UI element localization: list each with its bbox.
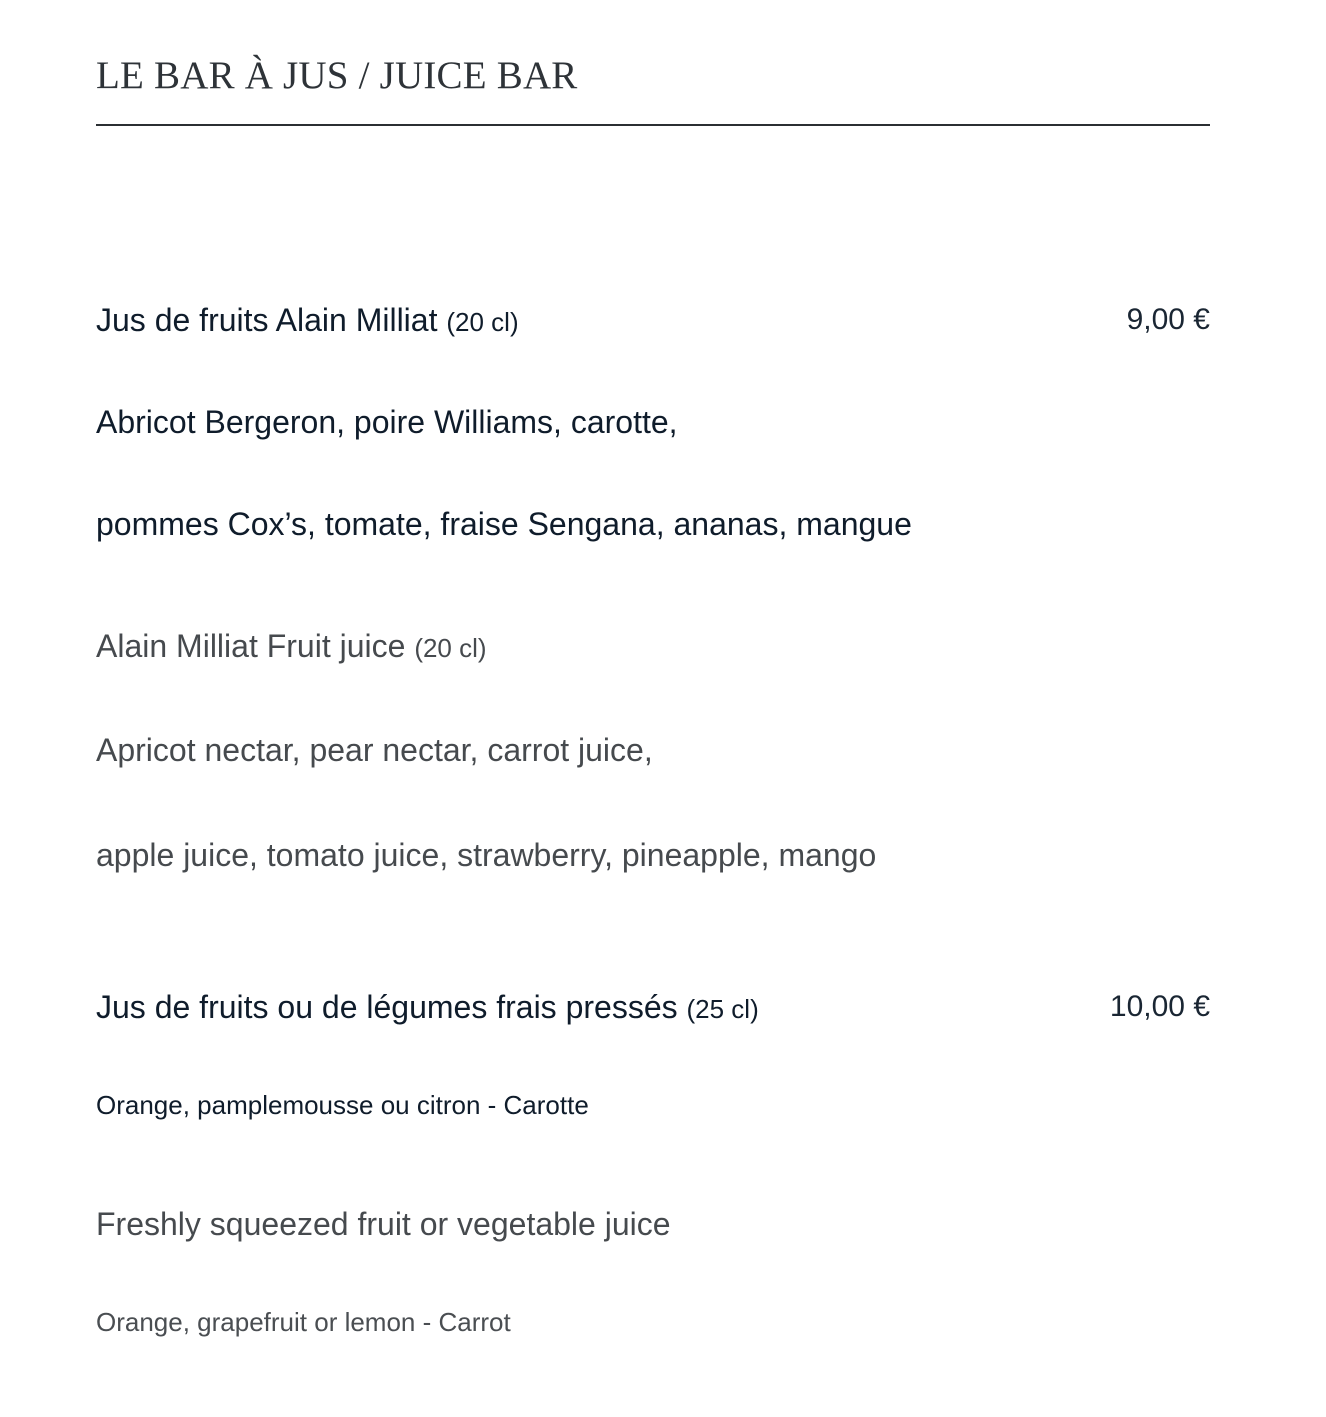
menu-page (96, 0, 1210, 1417)
item-1-title-en (96, 626, 487, 668)
item-1-volume-fr: (20 cl) (446, 307, 519, 337)
item-2-volume-fr: (25 cl) (686, 994, 759, 1024)
item-2-desc-fr: Orange, pamplemousse ou citron - Carotte (96, 1090, 589, 1120)
item-1-volume-en: (20 cl) (414, 633, 487, 663)
item-2-title-fr (96, 987, 759, 1029)
item-1-desc-en-line-2: apple juice, tomato juice, strawberry, pineapple, mango (96, 837, 877, 873)
item-2-title-en: Freshly squeezed fruit or vegetable juice (96, 1206, 671, 1242)
item-1-name-fr: Jus de fruits Alain Milliat (96, 302, 438, 338)
item-1-desc-fr-line-1: Abricot Bergeron, poire Williams, carotte, (96, 404, 678, 440)
section-title: LE BAR À JUS / JUICE BAR (96, 54, 578, 97)
item-1-title-fr (96, 300, 519, 342)
item-1-name-en: Alain Milliat Fruit juice (96, 628, 406, 664)
item-1-desc-fr-line-2: pommes Cox’s, tomate, fraise Sengana, ananas, mangue (96, 506, 912, 542)
item-1-price: 9,00 € (1126, 303, 1210, 336)
item-2-desc-en: Orange, grapefruit or lemon - Carrot (96, 1307, 511, 1337)
item-2-name-fr: Jus de fruits ou de légumes frais pressés (96, 989, 678, 1025)
item-2-price: 10,00 € (1109, 990, 1210, 1023)
title-divider (96, 124, 1210, 126)
item-1-desc-en-line-1: Apricot nectar, pear nectar, carrot juice, (96, 732, 653, 768)
